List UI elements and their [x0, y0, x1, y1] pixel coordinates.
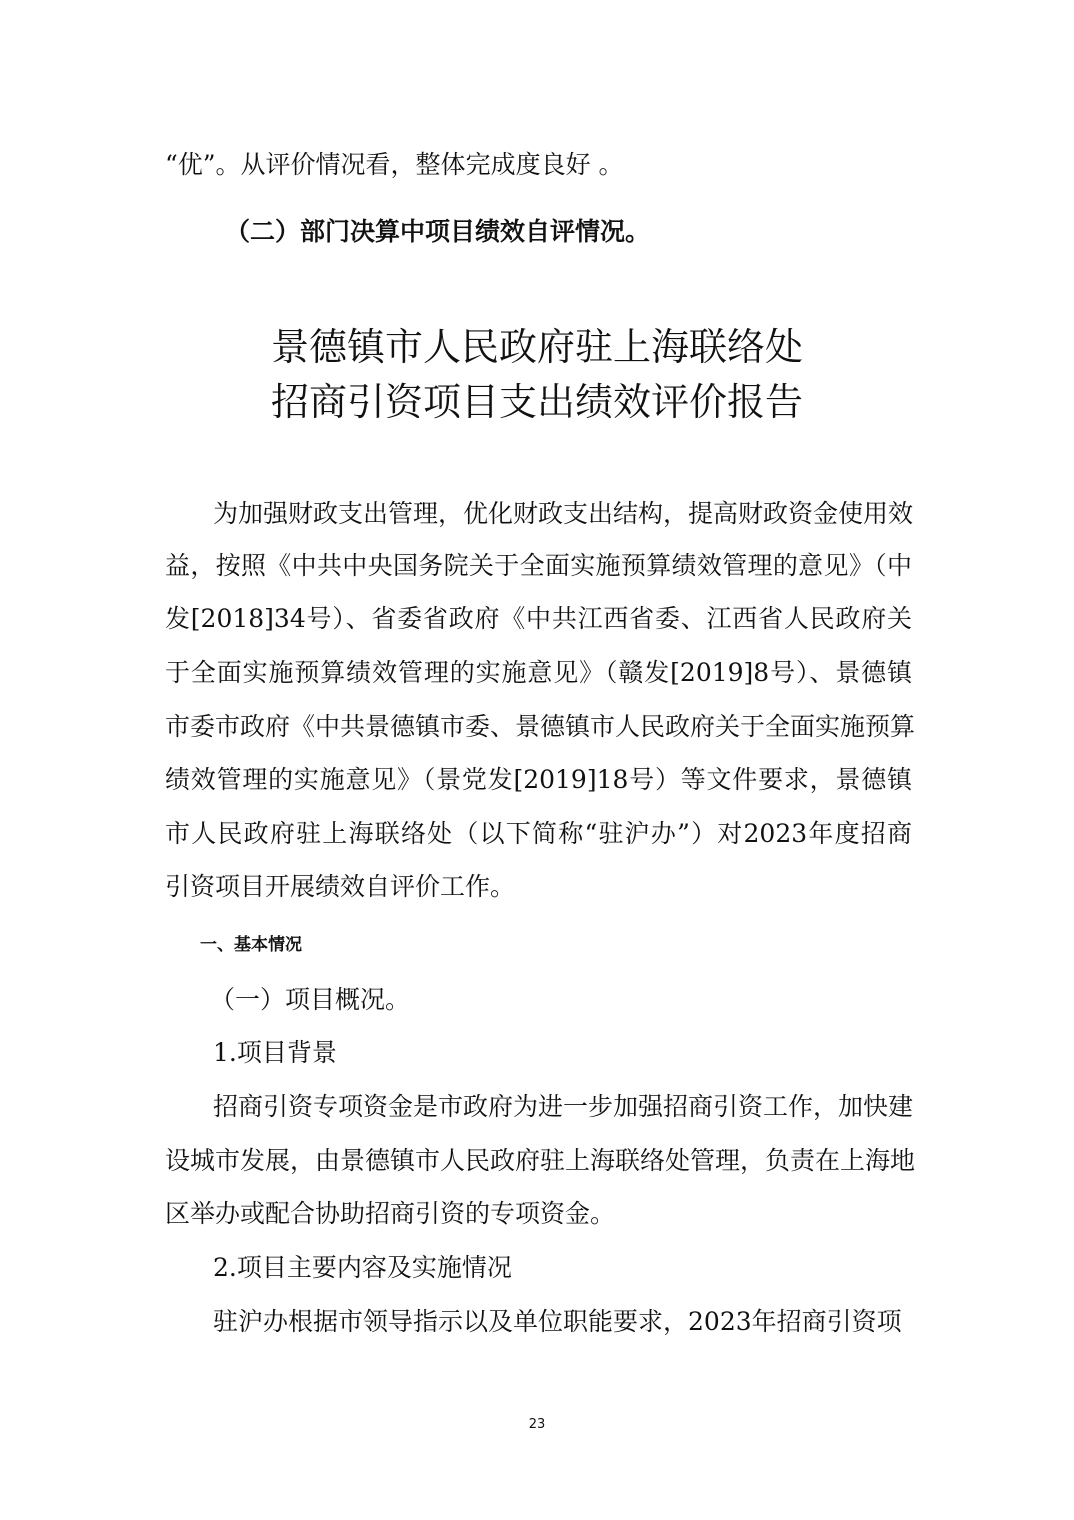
paragraph-line: 驻沪办根据市领导指示以及单位职能要求，2023年招商引资项 [213, 1307, 902, 1336]
heading-project-content: 2.项目主要内容及实施情况 [213, 1253, 512, 1282]
top-line: “优”。从评价情况看，整体完成度良好 。 [165, 150, 624, 179]
paragraph-line: 区举办或配合协助招商引资的专项资金。 [165, 1199, 616, 1228]
report-title-line-1: 景德镇市人民政府驻上海联络处 [270, 325, 803, 369]
paragraph-line: 发[2018]34号）、省委省政府《中共江西省委、江西省人民政府关 [165, 604, 912, 633]
paragraph-line: 为加强财政支出管理，优化财政支出结构，提高财政资金使用效 [213, 499, 914, 528]
paragraph-line: 于全面实施预算绩效管理的实施意见》（赣发[2019]8号）、景德镇 [165, 658, 912, 687]
paragraph-line: 招商引资专项资金是市政府为进一步加强招商引资工作，加快建 [213, 1092, 914, 1121]
paragraph-line: 市委市政府《中共景德镇市委、景德镇市人民政府关于全面实施预算 [165, 712, 916, 741]
report-title-line-2: 招商引资项目支出绩效评价报告 [270, 380, 803, 424]
heading-basic-info: 一、基本情况 [200, 935, 302, 955]
paragraph-line: 引资项目开展绩效自评价工作。 [165, 872, 516, 901]
heading-project-background: 1.项目背景 [213, 1038, 337, 1067]
heading-project-overview: （一）项目概况。 [210, 985, 411, 1014]
section-heading: （二）部门决算中项目绩效自评情况。 [225, 217, 651, 246]
paragraph-line: 市人民政府驻上海联络处（以下简称“驻沪办”）对2023年度招商 [165, 819, 912, 848]
paragraph-line: 益，按照《中共中央国务院关于全面实施预算绩效管理的意见》（中 [165, 551, 912, 580]
paragraph-line: 设城市发展，由景德镇市人民政府驻上海联络处管理，负责在上海地 [165, 1146, 916, 1175]
page-number: 23 [528, 1417, 546, 1432]
paragraph-line: 绩效管理的实施意见》（景党发[2019]18号）等文件要求，景德镇 [165, 765, 912, 794]
